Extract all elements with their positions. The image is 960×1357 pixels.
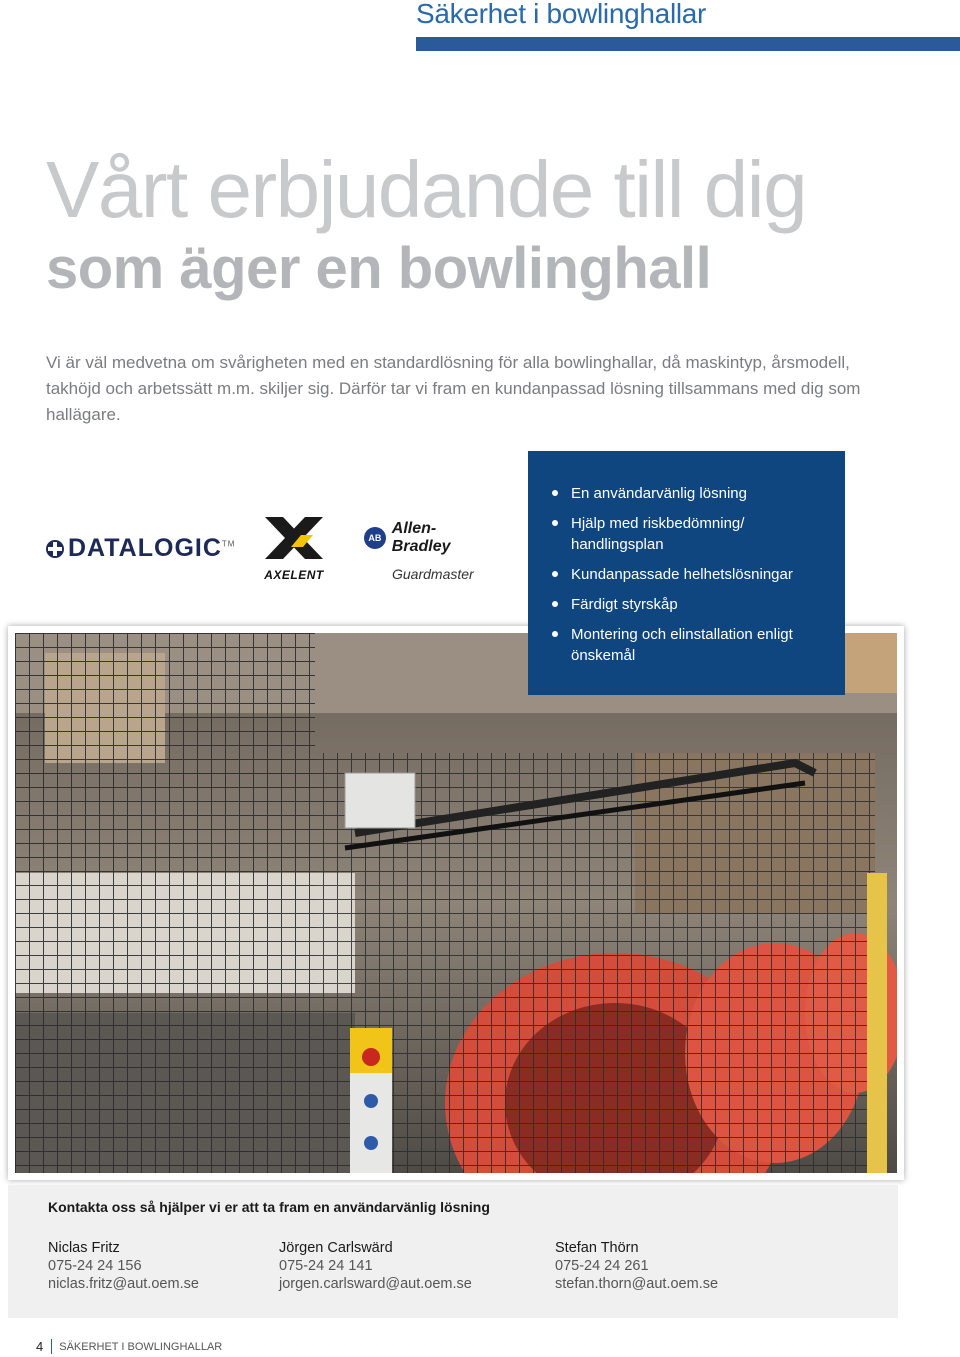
contact-phone[interactable]: 075-24 24 141: [279, 1258, 373, 1274]
page-footer: [36, 1339, 222, 1354]
contact-email[interactable]: niclas.fritz@aut.oem.se: [48, 1276, 199, 1292]
datalogic-wordmark: DATALOGIC: [68, 534, 222, 562]
feature-item: Hjälp med riskbedömning/ handlingsplan: [552, 513, 825, 555]
contact-email[interactable]: jorgen.carlsward@aut.oem.se: [279, 1276, 472, 1292]
contact-person: [48, 1239, 199, 1293]
trademark-mark: TM: [221, 539, 236, 549]
header-rule: [416, 37, 960, 51]
photo-illustration: [15, 633, 897, 1173]
contact-name: Stefan Thörn: [555, 1240, 639, 1256]
contact-heading: Kontakta oss så hjälper vi er att ta fram en användarvänlig lösning: [48, 1199, 490, 1215]
datalogic-mark-icon: [46, 540, 64, 558]
features-box: [528, 451, 845, 695]
contact-section: [8, 1185, 898, 1318]
allen-bradley-wordmark: Allen-Bradley: [391, 520, 451, 555]
allen-bradley-logo: [364, 520, 494, 582]
axelent-logo: [258, 515, 330, 582]
page-title-line-2: som äger en bowlinghall: [46, 236, 712, 301]
contact-name: Jörgen Carlswärd: [279, 1240, 393, 1256]
contact-person: [555, 1239, 718, 1293]
feature-item: En användarvänlig lösning: [552, 483, 825, 504]
section-header-title: Säkerhet i bowlinghallar: [416, 0, 707, 29]
contact-email[interactable]: stefan.thorn@aut.oem.se: [555, 1276, 719, 1292]
page-title-line-1: Vårt erbjudande till dig: [46, 145, 807, 234]
contact-phone[interactable]: 075-24 24 156: [48, 1258, 142, 1274]
feature-item: Kundanpassade helhetslösningar: [552, 564, 825, 585]
guardmaster-wordmark: Guardmaster: [392, 566, 474, 582]
contact-phone[interactable]: 075-24 24 261: [555, 1258, 649, 1274]
contact-person: [279, 1239, 472, 1293]
feature-item: Färdigt styrskåp: [552, 594, 825, 615]
ab-badge-icon: AB: [364, 527, 386, 549]
footer-section-label: SÄKERHET I BOWLINGHALLAR: [59, 1340, 223, 1353]
axelent-x-icon: [261, 515, 327, 561]
page-number: 4: [36, 1339, 44, 1354]
feature-item: Montering och elinstallation enligt önskemål: [552, 624, 825, 666]
contact-name: Niclas Fritz: [48, 1240, 120, 1256]
intro-paragraph: Vi är väl medvetna om svårigheten med en standardlösning för alla bowlinghallar, då maskintyp, årsmodell, takhöjd och arbetssätt m.m. skiljer sig. Därför tar vi fram en kundanpassad lösning tillsammans med dig som hallägare.: [46, 353, 861, 424]
axelent-wordmark: AXELENT: [264, 568, 324, 582]
bowling-machine-photo: [8, 626, 904, 1180]
footer-divider: [51, 1339, 52, 1354]
datalogic-logo: [46, 534, 235, 563]
features-list: [552, 483, 825, 666]
